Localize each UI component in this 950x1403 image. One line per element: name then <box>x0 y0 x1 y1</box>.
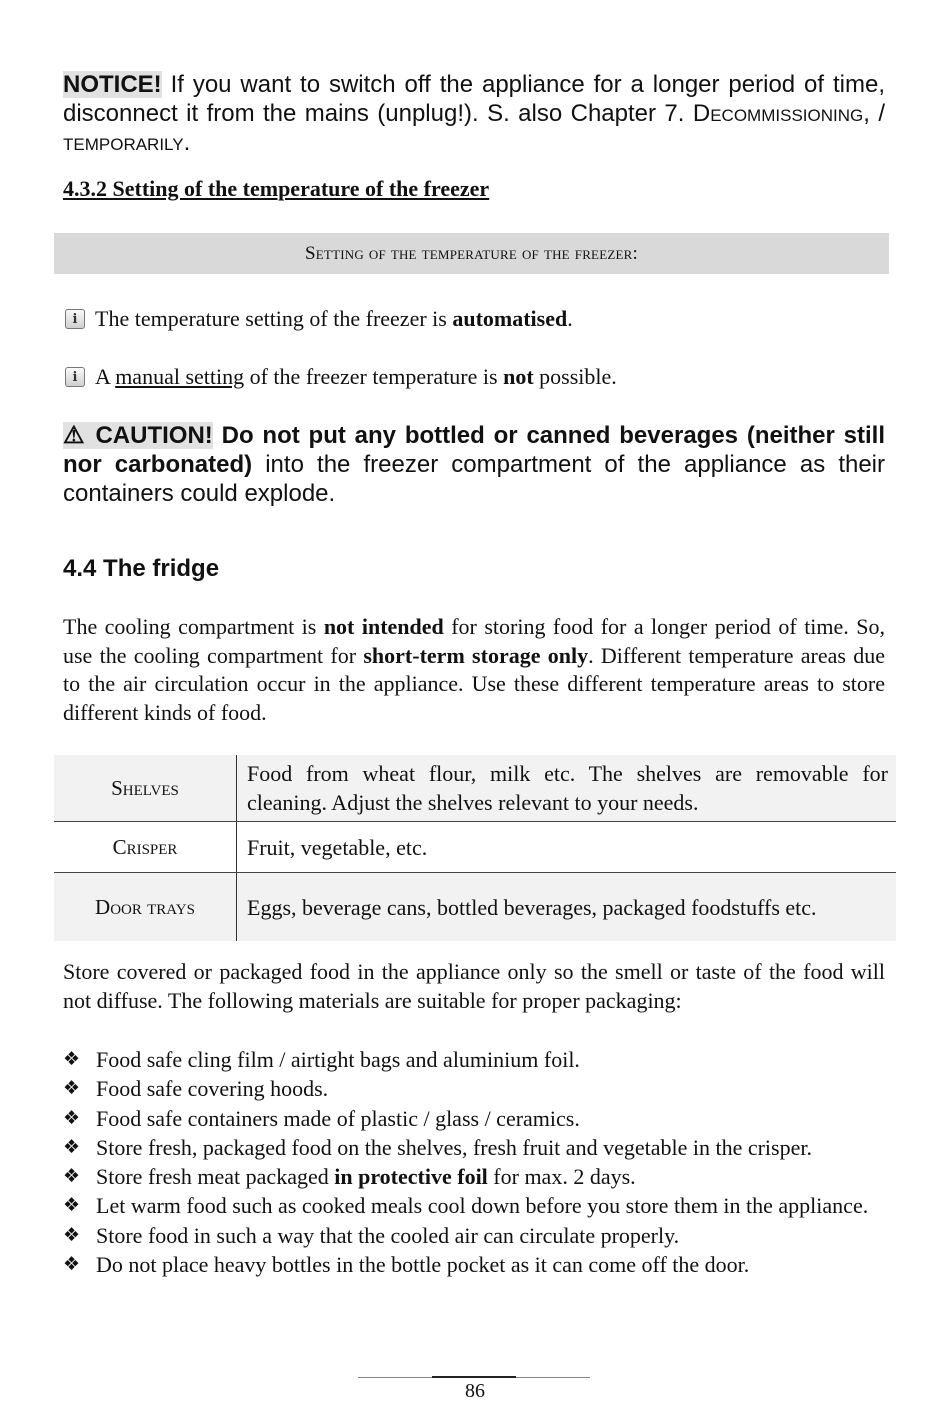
list-item <box>63 1104 885 1133</box>
info-text-bold: not <box>503 364 534 389</box>
diamond-bullet-icon: ❖ <box>63 1077 81 1100</box>
list-item <box>63 1045 885 1074</box>
footer-divider-center <box>432 1376 516 1378</box>
list-item <box>63 1074 885 1103</box>
list-item <box>63 1221 885 1250</box>
diamond-bullet-icon: ❖ <box>63 1106 81 1129</box>
list-item-text: for max. 2 days. <box>487 1164 636 1190</box>
caution-bold-text: Do not put any bottled or canned beverages (neither still nor carbonated) <box>63 422 885 478</box>
list-item-text: Store fresh, packaged food on the shelves, fresh fruit and vegetable in the crisper. <box>96 1134 812 1160</box>
list-item-text: Food safe cling film / airtight bags and aluminium foil. <box>96 1047 580 1072</box>
fridge-intro-paragraph <box>63 613 885 727</box>
packaging-paragraph: Store covered or packaged food in the appliance only so the smell or taste of the food will not diffuse. The following materials are suitable for proper packaging: <box>63 959 885 1013</box>
storage-tips-list <box>63 1045 885 1279</box>
caution-paragraph <box>63 421 885 508</box>
info-text-part: . <box>567 306 573 331</box>
para-text: The cooling compartment is <box>63 614 324 639</box>
info-icon: i <box>65 309 85 329</box>
table-row-name: Door trays <box>54 873 237 942</box>
para-bold: short-term storage only <box>363 642 589 668</box>
diamond-bullet-icon: ❖ <box>63 1165 81 1188</box>
section-heading-4-4: 4.4 The fridge <box>63 555 220 582</box>
notice-label: NOTICE! <box>63 71 162 98</box>
info-text-part: A <box>95 364 116 389</box>
table-row-name: Crisper <box>54 822 237 873</box>
caution-text: into the freezer compartment of the appliance as their containers could explode. <box>63 451 886 507</box>
para-bold: not intended <box>323 614 444 639</box>
fridge-areas-table <box>54 755 896 941</box>
diamond-bullet-icon: ❖ <box>63 1253 81 1276</box>
info-text-underlined: manual setting <box>115 364 245 389</box>
info-text-bold: automatised <box>452 306 568 331</box>
section-banner: Setting of the temperature of the freezer: <box>54 233 889 274</box>
list-item <box>63 1250 885 1279</box>
table-row-name: Shelves <box>54 755 237 822</box>
chapter-reference: Decommissioning, / temporarily. <box>63 100 885 156</box>
section-heading-4-3-2: 4.3.2 Setting of the temperature of the freezer <box>63 176 490 201</box>
list-item-bold: in protective foil <box>334 1164 488 1190</box>
footer-divider-right <box>516 1377 590 1378</box>
info-icon: i <box>65 367 85 387</box>
info-text-part: The temperature setting of the freezer is <box>95 306 453 331</box>
list-item-text: Food safe covering hoods. <box>96 1076 329 1102</box>
list-item-text: Do not place heavy bottles in the bottle pocket as it can come off the door. <box>96 1252 750 1278</box>
caution-label: ⚠ CAUTION! <box>63 422 213 449</box>
table-row <box>54 755 896 822</box>
list-item <box>63 1133 885 1162</box>
info-text-part: of the freezer temperature is <box>244 364 504 389</box>
footer-divider-left <box>358 1377 432 1378</box>
table-row-desc: Eggs, beverage cans, bottled beverages, packaged foodstuffs etc. <box>237 873 897 942</box>
info-text-part: possible. <box>533 364 617 389</box>
list-item-text: Store food in such a way that the cooled air can circulate properly. <box>96 1222 680 1248</box>
page-number: 86 <box>465 1380 485 1402</box>
info-note-manual <box>65 364 617 390</box>
diamond-bullet-icon: ❖ <box>63 1223 81 1246</box>
list-item <box>63 1162 885 1191</box>
notice-text: If you want to switch off the appliance for a longer period of time, disconnect it from the mains (unplug!). S. also Chapter 7. <box>63 71 885 127</box>
table-row-desc: Food from wheat flour, milk etc. The shelves are removable for cleaning. Adjust the shelves relevant to your needs. <box>237 755 897 822</box>
list-item-text: Let warm food such as cooked meals cool down before you store them in the appliance. <box>96 1193 869 1219</box>
diamond-bullet-icon: ❖ <box>63 1048 81 1070</box>
info-note-automatic <box>65 306 573 332</box>
info-note-text <box>95 364 617 390</box>
diamond-bullet-icon: ❖ <box>63 1135 81 1158</box>
diamond-bullet-icon: ❖ <box>63 1194 81 1217</box>
table-row <box>54 873 896 942</box>
table-row <box>54 822 896 873</box>
list-item <box>63 1191 885 1220</box>
para-text: . Different temperature areas due to the air circulation occur in the appliance. Use these different temperature areas to store different kinds of food. <box>63 642 886 725</box>
notice-paragraph <box>63 70 885 157</box>
list-item-text: Food safe containers made of plastic / glass / ceramics. <box>96 1105 580 1131</box>
list-item-text: Store fresh meat packaged <box>96 1164 335 1190</box>
para-text: for storing food for a longer period of time. So, use the cooling compartment for <box>63 614 885 668</box>
info-note-text <box>95 306 573 332</box>
table-row-desc: Fruit, vegetable, etc. <box>237 822 897 873</box>
